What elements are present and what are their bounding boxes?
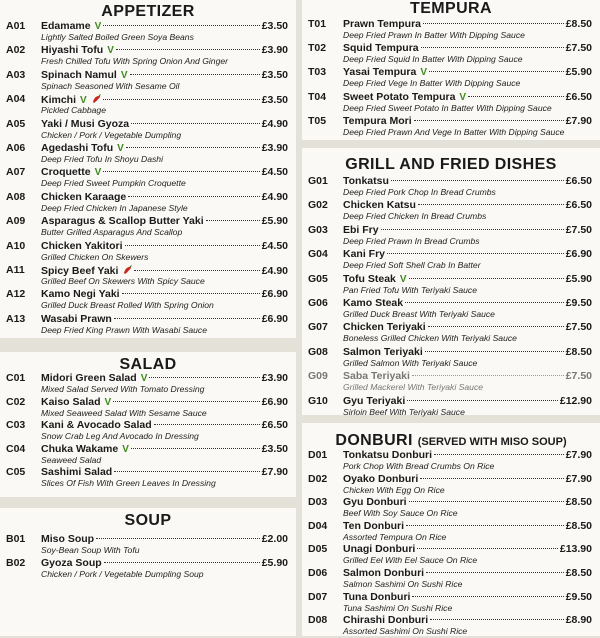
item-price: £3.50 <box>261 94 288 107</box>
dot-leader <box>421 47 564 48</box>
item-description: Deep Fried Sweet Potato In Batter With Dipping Sauce <box>343 102 552 113</box>
item-description: Deep Fried Prawn And Vege In Batter With Dipping Sauce <box>343 126 565 137</box>
item-code: G08 <box>308 345 328 358</box>
grill-heading: GRILL AND FRIED DISHES <box>345 156 557 173</box>
item-price: £4.90 <box>261 265 288 277</box>
item-description: Grilled Eel With Eel Sauce On Rice <box>343 555 478 566</box>
item-description: Deep Fried Prawn In Bread Crumbs <box>343 235 480 246</box>
item-description: Grilled Beef On Skewers With Spicy Sauce <box>41 276 205 286</box>
item-description: Fresh Chilled Tofu With Spring Onion And Ginger <box>41 56 229 67</box>
dot-leader <box>468 96 564 97</box>
item-code: A02 <box>6 44 26 57</box>
dot-leader <box>412 375 564 376</box>
item-description: Soy-Bean Soup With Tofu <box>41 545 140 555</box>
item-code: G05 <box>308 272 328 285</box>
dot-leader <box>412 596 563 597</box>
menu-item <box>0 466 296 490</box>
item-name: Salmon Teriyaki <box>343 345 423 358</box>
menu-item <box>302 370 600 394</box>
salad-section <box>0 352 296 497</box>
menu-item <box>302 543 600 567</box>
item-code: A09 <box>6 215 26 228</box>
vegetarian-icon: V <box>117 143 124 154</box>
item-description: Seaweed Salad <box>41 454 102 465</box>
item-code: T04 <box>308 90 327 103</box>
item-price: £3.50 <box>261 20 288 32</box>
vegetarian-icon: V <box>140 373 148 384</box>
item-name: Gyoza Soup <box>41 557 102 569</box>
chili-icon <box>91 94 101 104</box>
item-name: Sashimi Salad <box>41 466 113 478</box>
dot-leader <box>113 401 260 402</box>
item-price: £3.90 <box>261 372 288 384</box>
menu-item <box>302 273 600 297</box>
vegetarian-icon: V <box>80 95 87 107</box>
item-description: Deep Fried Pork Chop In Bread Crumbs <box>343 187 496 197</box>
item-price: £5.90 <box>565 66 592 79</box>
menu-item <box>302 496 600 520</box>
item-name: Kani & Avocado Salad <box>41 419 152 431</box>
item-description: Deep Fried Sweet Pumpkin Croquette <box>41 178 186 189</box>
menu-item <box>0 443 296 467</box>
item-price: £6.90 <box>261 288 288 301</box>
menu-item <box>0 396 296 420</box>
item-code: T01 <box>308 18 327 30</box>
menu-item <box>302 520 600 544</box>
item-code: D04 <box>308 519 328 532</box>
item-description: Deep Fried Chicken In Bread Crumbs <box>343 211 487 222</box>
item-name: Tofu Steak <box>343 272 396 285</box>
item-description: Spinach Seasoned With Sesame Oil <box>41 80 180 91</box>
item-name: Spinach Namul <box>41 68 117 81</box>
item-name: Unagi Donburi <box>343 543 416 556</box>
item-name: Agedashi Tofu <box>41 142 114 154</box>
item-description: Salmon Sashimi On Sushi Rice <box>343 579 463 589</box>
item-price: £5.90 <box>565 272 592 285</box>
menu-item <box>302 567 600 591</box>
menu-item <box>0 191 296 215</box>
item-price: £7.90 <box>261 466 288 478</box>
item-description: Deep Fried Vege In Batter With Dipping Sauce <box>343 78 521 89</box>
item-price: £6.50 <box>261 419 288 431</box>
dot-leader <box>114 471 260 472</box>
menu-item <box>0 44 296 68</box>
vegetarian-icon: V <box>459 91 467 103</box>
item-price: £8.50 <box>565 18 592 30</box>
item-code: A13 <box>6 312 26 325</box>
item-description: Mixed Seaweed Salad With Sesame Sauce <box>41 407 207 418</box>
dot-leader <box>426 572 564 573</box>
item-description: Chicken / Pork / Vegetable Dumpling <box>41 129 182 140</box>
item-name: Edamame <box>41 20 91 32</box>
item-name: Yasai Tempura <box>343 66 417 79</box>
item-name: Spicy Beef Yaki <box>41 265 119 277</box>
vegetarian-icon: V <box>94 167 102 179</box>
menu-item <box>0 419 296 443</box>
item-code: T05 <box>308 114 327 127</box>
dot-leader <box>116 49 260 50</box>
item-code: D02 <box>308 472 328 485</box>
item-price: £7.50 <box>565 223 592 236</box>
item-price: £7.90 <box>565 449 592 461</box>
item-code: G01 <box>308 175 328 187</box>
item-name: Tonkatsu Donburi <box>343 449 433 461</box>
item-code: D05 <box>308 543 328 556</box>
item-price: £8.50 <box>565 345 592 358</box>
dot-leader <box>381 229 564 230</box>
dot-leader <box>417 548 558 549</box>
menu-item <box>302 321 600 345</box>
menu-item <box>0 372 296 396</box>
item-price: £6.50 <box>565 90 592 103</box>
vegetarian-icon: V <box>122 443 129 455</box>
item-name: Midori Green Salad <box>41 372 137 384</box>
item-code: C04 <box>6 442 26 455</box>
menu-item <box>0 69 296 93</box>
dot-leader <box>420 478 563 479</box>
item-code: C01 <box>6 372 26 384</box>
item-code: T03 <box>308 66 327 79</box>
dot-leader <box>125 245 260 246</box>
item-price: £5.90 <box>261 215 288 228</box>
dot-leader <box>434 454 564 455</box>
dot-leader <box>122 293 260 294</box>
item-description: Grilled Duck Breast Rolled With Spring Onion <box>41 300 214 311</box>
menu-item <box>302 395 600 419</box>
item-name: Kamo Steak <box>343 297 404 309</box>
dot-leader <box>409 278 564 279</box>
item-price: £7.50 <box>565 370 592 383</box>
soup-heading: SOUP <box>124 512 172 529</box>
dot-leader <box>103 99 260 100</box>
item-code: G07 <box>308 321 328 334</box>
menu-item <box>0 20 296 44</box>
item-description: Deep Fried Chicken In Japanese Style <box>41 202 188 213</box>
menu-item <box>302 91 600 115</box>
item-code: C05 <box>6 466 26 478</box>
dot-leader <box>428 326 564 327</box>
item-name: Tempura Mori <box>343 114 412 127</box>
item-description: Snow Crab Leg And Avocado In Dressing <box>41 431 199 441</box>
item-name: Gyu Teriyaki <box>343 394 406 407</box>
dot-leader <box>154 424 260 425</box>
item-name: Gyu Donburi <box>343 496 407 509</box>
vegetarian-icon: V <box>120 69 128 81</box>
item-price: £7.90 <box>565 114 592 127</box>
item-description: Pickled Cabbage <box>41 105 106 116</box>
item-name: Chicken Yakitori <box>41 239 123 252</box>
appetizer-heading: APPETIZER <box>101 3 195 20</box>
menu-item <box>302 199 600 223</box>
menu-item <box>0 533 296 557</box>
item-name: Yaki / Musi Gyoza <box>41 117 130 130</box>
item-name: Asparagus & Scallop Butter Yaki <box>41 215 204 228</box>
salad-heading: SALAD <box>119 356 177 373</box>
item-code: A12 <box>6 288 26 301</box>
item-code: A03 <box>6 68 26 81</box>
menu-item <box>302 66 600 90</box>
item-name: Chuka Wakame <box>41 442 119 455</box>
item-price: £13.90 <box>559 543 592 556</box>
vegetarian-icon: V <box>107 45 114 57</box>
item-price: £6.90 <box>261 312 288 325</box>
item-name: Ten Donburi <box>343 519 405 532</box>
item-price: £8.90 <box>565 614 592 627</box>
item-description: Deep Fried Squid In Batter With Dipping Sauce <box>343 54 523 65</box>
item-code: A07 <box>6 166 26 179</box>
item-price: £8.50 <box>565 519 592 532</box>
dot-leader <box>405 302 564 303</box>
menu-item <box>302 591 600 615</box>
item-code: T02 <box>308 42 327 55</box>
item-price: £9.50 <box>565 590 592 603</box>
item-name: Miso Soup <box>41 533 95 545</box>
item-code: G02 <box>308 199 328 212</box>
item-description: Beef With Soy Sauce On Rice <box>343 508 458 519</box>
item-description: Chicken With Egg On Rice <box>343 484 445 495</box>
item-name: Oyako Donburi <box>343 472 419 485</box>
item-name: Kamo Negi Yaki <box>41 288 120 301</box>
item-name: Kaiso Salad <box>41 395 101 408</box>
donburi-subtitle: (SERVED WITH MISO SOUP) <box>417 436 567 448</box>
dot-leader <box>131 123 260 124</box>
item-price: £2.00 <box>261 533 288 545</box>
item-name: Sweet Potato Tempura <box>343 90 456 103</box>
dot-leader <box>104 562 260 563</box>
item-code: G09 <box>308 370 328 383</box>
dot-leader <box>425 351 564 352</box>
item-code: A08 <box>6 190 26 203</box>
item-code: D07 <box>308 590 328 603</box>
item-description: Mixed Salad Served With Tomato Dressing <box>41 384 205 394</box>
item-price: £3.90 <box>261 44 288 57</box>
vegetarian-icon: V <box>104 396 112 408</box>
item-description: Slices Of Fish With Green Leaves In Dressing <box>41 478 216 488</box>
item-name: Chicken Katsu <box>343 199 416 212</box>
menu-item <box>302 473 600 497</box>
dot-leader <box>414 120 564 121</box>
dot-leader <box>103 25 259 26</box>
item-price: £3.50 <box>261 68 288 81</box>
item-price: £8.50 <box>565 567 592 579</box>
menu-item <box>0 288 296 312</box>
item-code: A11 <box>6 264 25 276</box>
item-description: Deep Fried King Prawn With Wasabi Sauce <box>41 324 207 335</box>
item-code: D06 <box>308 567 328 579</box>
item-description: Deep Fried Prawn In Batter With Dipping Sauce <box>343 30 525 40</box>
dot-leader <box>391 180 564 181</box>
item-price: £3.90 <box>261 142 288 154</box>
dot-leader <box>130 74 260 75</box>
item-description: Lightly Salted Boiled Green Soya Beans <box>41 32 194 42</box>
item-name: Wasabi Prawn <box>41 312 112 325</box>
item-description: Sirloin Beef With Teriyaki Sauce <box>343 406 465 417</box>
item-price: £4.90 <box>261 190 288 203</box>
item-code: A04 <box>6 93 26 106</box>
menu-item <box>302 18 600 42</box>
dot-leader <box>206 220 260 221</box>
dot-leader <box>406 525 564 526</box>
item-name: Squid Tempura <box>343 42 419 55</box>
item-code: D01 <box>308 449 328 461</box>
dot-leader <box>126 147 260 148</box>
item-name: Kani Fry <box>343 248 386 261</box>
dot-leader <box>149 377 259 378</box>
menu-item <box>0 557 296 581</box>
dot-leader <box>96 538 260 539</box>
dot-leader <box>128 196 260 197</box>
vegetarian-icon: V <box>420 67 428 79</box>
item-price: £7.50 <box>565 42 592 55</box>
item-price: £3.50 <box>261 442 288 455</box>
item-code: G10 <box>308 394 328 407</box>
right-column <box>302 0 600 636</box>
dot-leader <box>423 23 564 24</box>
item-code: G06 <box>308 297 328 309</box>
left-column <box>0 0 296 636</box>
item-price: £7.50 <box>565 321 592 334</box>
vegetarian-icon: V <box>399 273 407 285</box>
item-name: Tonkatsu <box>343 175 389 187</box>
dot-leader <box>134 270 259 271</box>
item-price: £4.50 <box>261 239 288 252</box>
item-name: Croquette <box>41 166 91 179</box>
menu-item <box>0 240 296 264</box>
item-name: Hiyashi Tofu <box>41 44 104 57</box>
dot-leader <box>131 448 260 449</box>
item-name: Salmon Donburi <box>343 567 425 579</box>
item-code: G04 <box>308 248 328 261</box>
soup-section <box>0 508 296 636</box>
item-code: C02 <box>6 395 26 408</box>
item-code: G03 <box>308 223 328 236</box>
item-code: A05 <box>6 117 26 130</box>
dot-leader <box>430 619 564 620</box>
menu-item <box>302 614 600 638</box>
item-price: £9.50 <box>565 297 592 309</box>
item-name: Chicken Teriyaki <box>343 321 426 334</box>
menu-item <box>0 118 296 142</box>
item-description: Deep Fried Tofu In Shoyu Dashi <box>41 154 163 164</box>
item-price: £12.90 <box>559 394 592 407</box>
dot-leader <box>429 71 564 72</box>
menu-item <box>302 297 600 321</box>
item-description: Boneless Grilled Chicken With Teriyaki Sauce <box>343 333 517 344</box>
item-code: A01 <box>6 20 26 32</box>
dot-leader <box>407 400 558 401</box>
grill-section <box>302 148 600 415</box>
item-code: C03 <box>6 419 26 431</box>
item-code: B01 <box>6 533 26 545</box>
item-code: A10 <box>6 239 26 252</box>
item-price: £6.90 <box>261 395 288 408</box>
item-price: £6.50 <box>565 175 592 187</box>
item-description: Grilled Mackerel With Teriyaki Sauce <box>343 382 484 393</box>
item-description: Deep Fried Soft Shell Crab In Batter <box>343 260 481 271</box>
item-price: £6.50 <box>565 199 592 212</box>
item-description: Pan Fried Tofu With Teriyaki Sauce <box>343 284 477 295</box>
tempura-heading: TEMPURA <box>410 0 492 17</box>
item-description: Pork Chop With Bread Crumbs On Rice <box>343 461 495 471</box>
donburi-section <box>302 423 600 636</box>
dot-leader <box>409 501 564 502</box>
item-price: £4.50 <box>261 166 288 179</box>
menu-item <box>302 224 600 248</box>
dot-leader <box>418 204 564 205</box>
item-name: Chirashi Donburi <box>343 614 429 627</box>
vegetarian-icon: V <box>94 21 102 32</box>
item-price: £4.90 <box>261 117 288 130</box>
item-name: Saba Teriyaki <box>343 370 410 383</box>
item-description: Grilled Duck Breast With Teriyaki Sauce <box>343 309 495 319</box>
item-description: Tuna Sashimi On Sushi Rice <box>343 602 453 613</box>
dot-leader <box>103 171 259 172</box>
item-price: £5.90 <box>261 557 288 569</box>
chili-icon <box>122 265 132 275</box>
item-code: B02 <box>6 557 26 569</box>
item-name: Tuna Donburi <box>343 590 411 603</box>
item-name: Prawn Tempura <box>343 18 421 30</box>
menu-item <box>0 93 296 117</box>
appetizer-section <box>0 0 296 338</box>
menu-item <box>0 215 296 239</box>
menu-item <box>0 142 296 166</box>
dot-leader <box>387 253 564 254</box>
item-name: Kimchi <box>41 94 77 107</box>
item-price: £6.90 <box>565 248 592 261</box>
menu-item <box>0 166 296 190</box>
item-description: Grilled Chicken On Skewers <box>41 251 149 262</box>
item-description: Grilled Salmon With Teriyaki Sauce <box>343 357 478 368</box>
menu-item <box>0 313 296 337</box>
tempura-section <box>302 0 600 140</box>
item-price: £7.90 <box>565 472 592 485</box>
item-code: D03 <box>308 496 328 509</box>
menu-item <box>302 449 600 473</box>
item-name: Chicken Karaage <box>41 190 127 203</box>
donburi-title: DONBURI <box>335 432 413 449</box>
item-price: £8.50 <box>565 496 592 509</box>
item-code: D08 <box>308 614 328 627</box>
dot-leader <box>114 318 260 319</box>
menu-item <box>0 264 296 288</box>
menu-item <box>302 115 600 139</box>
item-code: A06 <box>6 142 26 154</box>
item-description: Assorted Sashimi On Sushi Rice <box>343 626 468 637</box>
menu-item <box>302 175 600 199</box>
menu-item <box>302 42 600 66</box>
menu-item <box>302 248 600 272</box>
item-name: Ebi Fry <box>343 223 379 236</box>
item-description: Assorted Tempura On Rice <box>343 531 447 542</box>
menu-item <box>302 346 600 370</box>
item-description: Butter Grilled Asparagus And Scallop <box>41 227 183 238</box>
item-description: Chicken / Pork / Vegetable Dumpling Soup <box>41 569 204 579</box>
